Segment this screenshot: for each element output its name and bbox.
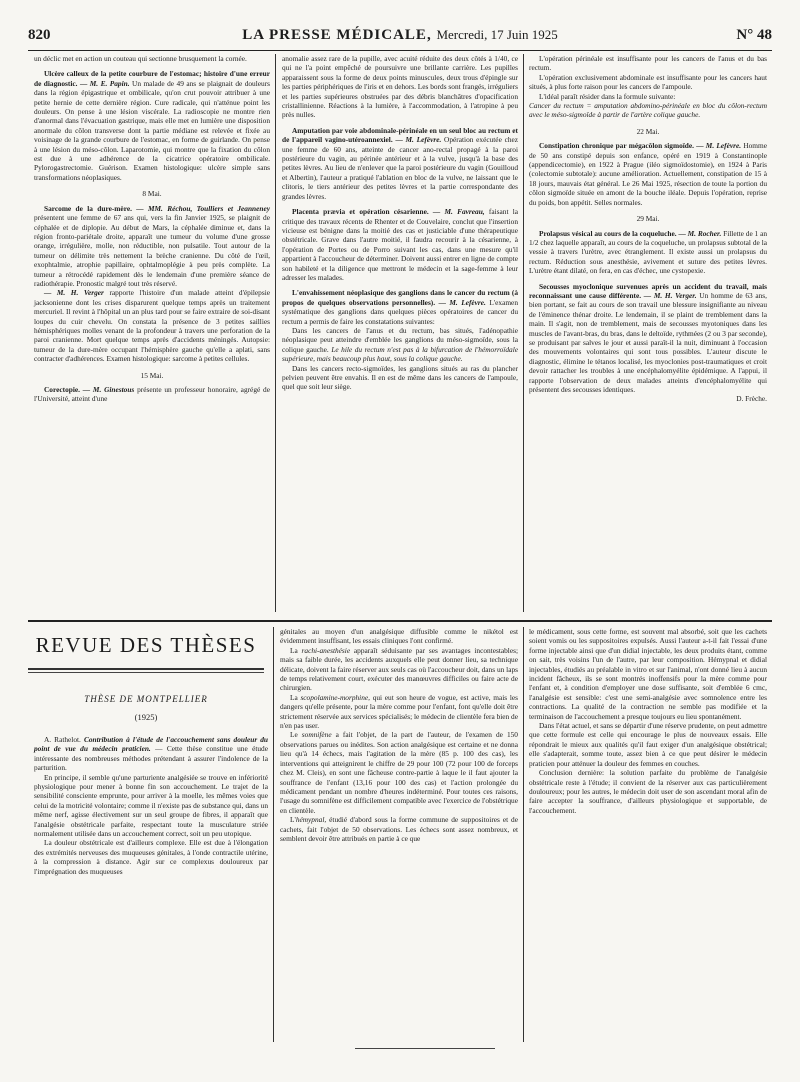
- paragraph: [280, 693, 518, 731]
- report-author: — M. Ginestous: [82, 385, 135, 394]
- paragraph: [280, 815, 518, 843]
- paragraph-text: a fait l'objet, de la part de l'auteur, de l'examen de 150 observations parues ou inédites. Son action analgésique est certaine et ne donna lieu qu'à 14 échecs, mais l'agitation de la mère (85 p. 100 des cas), les interventions qui atteignirent le chiffre de 29 pour 100 (72 pour 100 de forceps chez M. Cleis), en sont une fâcheuse contre-partie à laque le il faut ajouter la souffrance de l'enfant (13,16 pour 100 des cas) et l'action prolongée du médicament pendant un nombre d'heures indéterminé. Pour toutes ces raisons, l'usage du somnifène est difficilement compatible avec l'exercice de l'obstétrique en clientèle.: [280, 730, 518, 815]
- report-body: Un malade de 49 ans se plaignait de douleurs dans la région épigastrique et ombilicale, qu'on crut pouvoir attribuer à une petite hernie de cette dernière région. Cure radicale, qui n'atténue point les douleurs. On pense à une lésion viscérale. La radioscopie ne montre rien d'anormal dans l'évacuation gastrique, mais elle met en lumière une disposition anormale du côlon transverse dont la partie médiane est relevée et fixée au voisinage de la grande courbure de l'estomac, en forme de guirlande. On pense à une lésion du méso-côlon. Laparotomie, qui montre que la fixation du côlon est due à une adhérence de la cicatrice opératoire ombilicale. Pylorogastrectomie. Guérison. Examen histologique: ulcère simple sans transformations néoplasiques.: [34, 78, 270, 182]
- report-title: Placenta prævia et opération césarienne.: [292, 207, 429, 217]
- column-6: [529, 627, 767, 815]
- section-date: 8 Mai.: [142, 189, 162, 199]
- paragraph: Conclusion dernière: la solution parfaite du problème de l'analgésie obstétricale reste à l'étude; il convient de la réserver aux cas particulièrement douloureux; pour les autres, le médecin doit user de son ascendant moral afin de faire accepter la souffrance, d'ailleurs physiologique et supportable, de l'accouchement.: [529, 768, 767, 815]
- report-author: — M. Lefèvre.: [438, 297, 486, 307]
- column-4: [34, 735, 268, 876]
- section-date: 22 Mai.: [636, 126, 660, 136]
- column-3: [529, 54, 767, 404]
- paragraph: anomalie assez rare de la pupille, avec acuité réduite des deux côtés à 1/40, ce qui ne l'a point empêché de poursuivre une brillante carrière. Les pupilles apparaissent sous la forme de deux points minuscules, deux trous d'épingle sur les parties périphériques de l'iris et en dehors. Les bords sont frangés, irréguliers et les parties supérieures obstruées par des débris blanchâtres d'opacification cristallinienne. Réactions à la lumière, à l'accommodation, à l'atropine à peu près nulles.: [282, 54, 518, 120]
- paragraph: Dans l'état actuel, et sans se départir d'une réserve prudente, on peut admettre que cette formule est celle qui encourage le plus de nouveaux essais. Elle répondrait le mieux aux qualités qu'il faut exiger d'un analgésique obstétrical; elle s'adapterait, somme toute, assez bien à ce que peut désirer le médecin praticien pour atténuer la douleur des femmes en couches.: [529, 721, 767, 768]
- report-author: — MM. Réchou, Toulliers et Jeanneney: [136, 203, 270, 213]
- lead-word: Le: [290, 730, 298, 740]
- paragraph: L'idéal paraît résider dans la formule suivante:: [539, 91, 676, 101]
- column-divider: [523, 627, 524, 1042]
- column-2: [282, 54, 518, 392]
- report-title: Ulcère calleux de la petite courbure de l'estomac; histoire d'une erreur de diagnostic.: [34, 69, 270, 88]
- paragraph-text: apparaît séduisante par ses avantages incontestables; mais sa faible durée, les accidents auxquels elle peut donner lieu, sa technique délicate, doivent la faire réserver aux seuls cas où l'accoucheur doit, dans un laps de temps relativement court, exécuter des manœuvres difficiles ou faire acte de chirurgien.: [280, 645, 518, 693]
- report-paragraph: [282, 288, 518, 326]
- title-rule-thin: [28, 672, 264, 673]
- column-1: [34, 54, 270, 404]
- report-body: présentent une femme de 67 ans qui, vers la fin Janvier 1925, se plaignit de céphalée et de diplopie. Au début de Mars, la céphalée diminue et, dans la région fronto-pariétale droite, apparaît une tumeur du volume d'une grosse orange, irrégulière, molle, non réductible, non pulsatile. Tout autour de la tumeur on délimite très nettement la brèche cranienne. Du côté de l'œil, exophtalmie, atrophie papillaire, ophtalmoplégie à peu près complète. La tumeur a rétrocédé rapidement dès le lendemain d'une première séance de radiothérapie. Pronostic malgré tout très réservé.: [34, 213, 270, 288]
- report-body: faisant la critique des travaux récents de Rhenter et de Couvelaire, conclut que l'insertion vicieuse est bénigne dans la moitié des cas et justiciable d'une thérapeutique obstétricale. Grave dans l'autre moitié, il faudra recourir à la césarienne, à l'opération de Portes ou de Porro suivant les cas, dans une mesure qu'il appartient à l'accoucheur de déterminer. Doivent aussi entrer en ligne de compte son habileté et la diligence que mettront le médecin et la sage-femme à leur adresser les malades.: [282, 207, 519, 282]
- report-title: Sarcome de la dure-mère.: [44, 203, 132, 213]
- report-title: Corectopie.: [44, 385, 80, 394]
- report-title: Prolapsus vésical au cours de la coqueluche.: [539, 228, 677, 238]
- paragraph-text: qui eut son heure de vogue, est active, mais les dangers qu'elle présente, pour la mère comme pour l'enfant, font qu'elle doit être strictement réservée aux services spécialisés; le médecin de clientèle fera bien de n'en pas user.: [280, 692, 518, 731]
- report-paragraph: [282, 126, 518, 201]
- title-rule: [28, 668, 264, 670]
- signature: D. Frèche.: [736, 394, 767, 404]
- journal-title: LA PRESSE MÉDICALE,: [242, 27, 432, 43]
- report-author: — M. E. Papin.: [79, 78, 130, 88]
- report-body: Homme de 50 ans constipé depuis son enfance, opéré en 1919 à Constantinople (appendicectomie), en 1922 à Prague (iléo sigmoïdostomie), en 1924 à Paris (colectomie subtotale): aucune amélioration. Actuellement, constipation de 15 à 18 jours, mauvais état général. Le 26 Mai 1925, résection de toute la portion du côlon sigmoïde située en amont de la bouche iléale. Depuis l'opération, reprise du poids, bon appétit. Selles normales.: [529, 141, 767, 207]
- report-body: Fillette de 1 an 1/2 chez laquelle apparaît, au cours de la coqueluche, un prolapsus subtotal de la vessie à travers l'urètre, avec étranglement. Il existe aussi un prolapsus du rectum. Réduction sous anesthésie, avivement et suture des petites lèvres. L'urètre étant dilaté, on fera, en cas d'échec, une cystopexie.: [529, 228, 767, 276]
- column-divider: [523, 54, 524, 612]
- paragraph: Dans les cancers recto-sigmoïdes, les ganglions situés au ras du plancher pelvien peuvent être envahis. Il en est de même dans les cancers de l'ampoule, quel que soit leur siège.: [282, 363, 518, 392]
- report-paragraph: [34, 204, 270, 289]
- thesis-paragraph: [34, 735, 268, 773]
- report-paragraph: [529, 282, 767, 395]
- report-body: L'examen systématique des ganglions dans quelques pièces opératoires de cancer du rectum a permis de faire les constatations suivantes:: [282, 297, 518, 326]
- section-title: REVUE DES THÈSES: [35, 633, 257, 657]
- masthead: [28, 27, 772, 44]
- report-paragraph: [34, 385, 270, 404]
- issue-number: N° 48: [736, 27, 772, 43]
- column-divider: [273, 627, 274, 1042]
- thesis-body: — Cette thèse constitue une étude intéressante des nombreuses méthodes prétendant à assurer l'indolence de la parturition.: [34, 744, 268, 773]
- report-body: Opération exécutée chez une femme de 60 ans, atteinte de cancer ano-rectal propagé à la paroi postérieure du vagin, au périnée antérieur et à la vulve, jusqu'à la base des petites lèvres. Au lieu de n'enlever que la paroi postérieure du vagin (Gouilloud et Albertin), l'auteur a pratiqué l'ablation en bloc de la vulve, ne laissant que le clitoris, le tiers antérieur des petites lèvres et la partie correspondante des grandes lèvres.: [282, 135, 519, 201]
- page-number: 820: [28, 27, 51, 43]
- paragraph: un déclic met en action un couteau qui sectionne brusquement la cornée.: [34, 54, 247, 63]
- paragraph: La douleur obstétricale est d'ailleurs complexe. Elle est due à l'élongation des extrémités nerveuses des muqueuses génitales, à l'onde contractile utérine, à la compression à distance. Agir sur ce complexus douloureux par l'imprégnation des muqueuses: [34, 838, 268, 876]
- report-title: Amputation par voie abdominale-périnéale en un seul bloc au rectum et de l'appareil vagino-utéroannexiel.: [282, 125, 518, 145]
- paragraph: [280, 730, 518, 815]
- report-paragraph: [34, 69, 270, 182]
- section-rule: [28, 620, 772, 622]
- formula-text: Cancer du rectum = amputation abdomino-périnéale en bloc du côlon-rectum avec le méso-sigmoïde à partir de l'artère colique gauche.: [529, 101, 767, 120]
- section-date: 29 Mai.: [636, 214, 660, 224]
- method-name: somnifène: [301, 730, 332, 740]
- report-title: Secousses myoclonique survenues après un accident du travail, mais reconnaissant une cause différente.: [529, 281, 767, 300]
- report-body: rapporte l'histoire d'un malade atteint d'épilepsie jacksonienne dont les crises disparurent quelque temps après un traitement mercuriel. Il revint à l'hôpital un an plus tard pour se faire extraire de soi-disant loupes du cuir chevelu. On constata la présence de 3 petites saillies hémisphériques molles venant de la profondeur à travers une perforation de la paroi cranienne. Mort quelque temps après d'accidents méningés. Autopsie: tumeur de la dure-mère occupant l'hémisphère gauche qu'elle a aplati, sans contracter d'adhérences. Examen histologique: sarcome à petites cellules.: [34, 288, 270, 364]
- report-paragraph: [529, 141, 767, 207]
- italic-statement: Le hile du rectum n'est pas à la bifurcation de l'hémorroïdale supérieure, mais beaucoup plus haut, sous la colique gauche.: [282, 344, 518, 364]
- method-name: hémypnal,: [295, 815, 327, 825]
- thesis-subheading: THÈSE DE MONTPELLIER: [84, 694, 208, 704]
- thesis-author: A. Rathelot.: [44, 735, 81, 744]
- lead-word: La: [290, 692, 298, 702]
- section-date: 15 Mai.: [140, 370, 164, 380]
- lead-word: L': [290, 815, 296, 825]
- report-author: — M. Lefèvre.: [395, 135, 442, 145]
- report-author: — M. H. Verger: [44, 288, 104, 298]
- lead-word: La: [290, 645, 298, 655]
- report-author: — M. Lefèvre.: [696, 141, 742, 151]
- method-name: scopolamine-morphine,: [300, 692, 370, 702]
- report-paragraph: [529, 229, 767, 276]
- paragraph: génitales au moyen d'un analgésique diffusible comme le nikétol est évidemment insuffisant, les essais cliniques l'ont confirmé.: [280, 627, 518, 646]
- report-paragraph: [282, 207, 518, 282]
- paragraph: L'opération exclusivement abdominale est insuffisante pour les cancers haut situés, à plus forte raison pour les cancers de l'ampoule.: [529, 72, 767, 92]
- method-name: rachi-anesthésie: [301, 645, 351, 655]
- paragraph: le médicament, sous cette forme, est souvent mal absorbé, soit que les cachets soient vomis ou les suppositoires expulsés. Aussi l'auteur a-t-il fait l'essai d'une forme injectable ainsi que d'un didial injectable, les deux produits étant, comme on sait, très voisins l'un de l'autre, par leur composition. Hémypnal et didial injectables, étudiés au préalable in vitro et sur l'animal, n'ont donné lieu à aucun incident fâcheux, ils se sont montrés inoffensifs pour la mère comme pour l'enfant et, à condition d'employer une dose suffisante, soit d'emblée 6 cmc, l'analgésie est sensible: c'est une semi-analgésie avec somnolence entre les contractions. La qualité de la contraction ne semble pas modifiée et la terminaison de l'accouchement a presque toujours eu lieu spontanément.: [529, 627, 767, 721]
- paragraph-text: Dans les cancers de l'anus et du rectum, bas situés, l'adénopathie néoplasique peut atteindre d'emblée les ganglions du méso-sigmoïde, sous la colique gauche.: [282, 325, 518, 354]
- page-header: [28, 27, 772, 47]
- report-author: — M. H. Verger.: [643, 290, 697, 300]
- paragraph: En principe, il semble qu'une parturiente analgésiée se trouve en infériorité physiologique pour mener à bonne fin son accouchement. Le trajet de la sensibilité consciente emprunte, pour arriver à la moelle, les mêmes voies que celui de la motricité volontaire; comme il n'existe pas de substance qui, dans un même nerf, agisse électivement sur un seul groupe de fibres, il apparaît que l'analgésie obstétricale parfaite, respectant toute la musculature striée normalement utilisée dans un accouchement correct, soit un peu utopique.: [34, 772, 268, 839]
- report-author: — M. Favreau,: [432, 207, 485, 217]
- column-divider: [275, 54, 276, 612]
- formula: [529, 101, 767, 120]
- header-rule: [28, 50, 772, 51]
- paragraph-text: étudié d'abord sous la forme commune de suppositoires et de cachets, fait l'objet de 50 observations. Les échecs sont assez nombreux, et semblent devoir être attribués en partie à ce que: [280, 815, 518, 843]
- column-5: [280, 627, 518, 843]
- report-body: présente un professeur honoraire, agrégé de l'Université, atteint d'une: [34, 385, 270, 404]
- issue-date: Mercredi, 17 Juin 1925: [436, 27, 558, 42]
- report-body: Un homme de 63 ans, bien portant, se fait au cours de son travail une blessure insignifiante au niveau de l'éminence thénar droite. Le lendemain, il se plaint de tremblement dans la main. Il s'agit, non de tremblement, mais de secousses myotoniques dans les muscles de l'avant-bras, du bras, dans le deltoïde, rythmées (2 ou 3 par seconde), se produisant par salves le jour et aussi paraît-il la nuit, diminuant à l'occasion des mouvements volontaires qui sont tous possibles. L'auteur discute le diagnostic, élimine le tétanos localisé, les myoclonies post-traumatiques et croit devoir rattacher les troubles à une encéphalomyélite épidémique. A l'appui, il rapporte l'observation de deux malades atteints d'encéphalomyélite qui présentent des secousses identiques.: [529, 290, 767, 394]
- report-title: Constipation chronique par mégacôlon sigmoïde.: [539, 141, 694, 151]
- report-paragraph: [34, 288, 270, 363]
- paragraph: L'opération périnéale est insuffisante pour les cancers de l'anus et du bas rectum.: [529, 54, 767, 73]
- thesis-year: (1925): [134, 712, 158, 722]
- paragraph: [280, 646, 518, 693]
- report-title: L'envahissement néoplasique des ganglions dans le cancer du rectum (à propos de quelques observations personnelles).: [282, 288, 518, 307]
- end-rule: [355, 1048, 495, 1049]
- paragraph: [282, 326, 518, 364]
- report-author: — M. Rocher.: [678, 228, 722, 238]
- thesis-title: Contribution à l'étude de l'accouchement sans douleur du point de vue du médecin praticien.: [34, 735, 269, 754]
